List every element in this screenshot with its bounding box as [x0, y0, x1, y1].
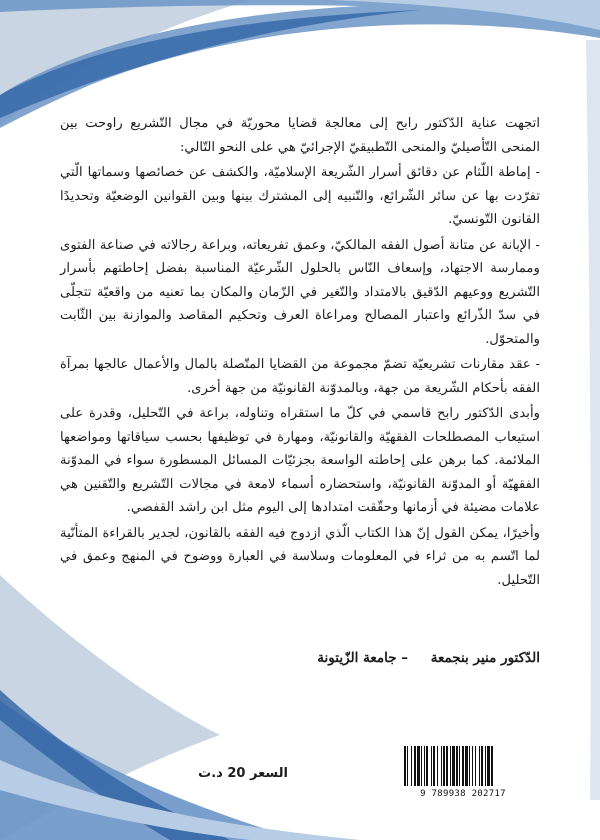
blurb-paragraph-point-2: - الإبانة عن متانة أصول الفقه المالكيّ، وعمق تفريعاته، وبراعة رجالاته في صناعة الفتوى وممارسة الاجتهاد، وإسعاف النّاس بالحلول الشّرعيّة المناسبة بفضل إحاطتهم بأسرار التّشريع ووعيهم الدّقيق بالامتداد والتّغير في الزّمان والمكان بما تعنيه من واقعيّة تتجلّى في سدّ الذّرائع واعتبار المصالح ومراعاة العرف وتحكيم المقاصد والموازنة بين الثّابت والمتحوّل. [60, 237, 540, 347]
price-label: السعر 20 د.ت [198, 766, 288, 781]
isbn-barcode [398, 744, 528, 802]
signature-separator: – [401, 650, 409, 666]
barcode-bar [404, 746, 406, 786]
author-affiliation: جامعة الزّيتونة [317, 650, 397, 666]
barcode-bar [452, 746, 455, 786]
barcode-bar [456, 746, 458, 786]
barcode-bar [450, 746, 451, 786]
barcode-bar [431, 746, 432, 786]
barcode-bar [414, 746, 416, 786]
barcode-bar [475, 746, 476, 786]
barcode-bar [459, 746, 460, 786]
barcode-bar [417, 746, 420, 786]
blurb-paragraph-intro: اتجهت عناية الدّكتور رابح إلى معالجة قضايا محوريّة في مجال التّشريع راوحت بين المنحى التّأصيليّ والمنحى التّطبيقيّ الإجرائيّ هي على النحو التّالي: [60, 116, 540, 155]
blurb-paragraph-point-1: - إماطة اللّثام عن دقائق أسرار الشّريعة الإسلاميّة، والكشف عن خصائصها وسماتها الّتي تفرّدت بها عن سائر الشّرائع، والتّنبيه إلى المشترك بينها وبين القوانين الوضعيّة وتحديدًا القانون التّونسيّ. [60, 165, 540, 227]
barcode-bar [443, 746, 445, 786]
blurb-text [60, 112, 540, 594]
barcode-bars [398, 744, 528, 788]
barcode-bar [485, 746, 486, 786]
barcode-bar [433, 746, 435, 786]
signature-line [60, 650, 540, 666]
barcode-bar [491, 746, 493, 786]
author-name: الدّكتور منير بنجمعة [430, 650, 540, 666]
barcode-bar [469, 746, 470, 786]
barcode-bar [411, 746, 412, 786]
barcode-bar [426, 746, 428, 786]
barcode-bar [437, 746, 438, 786]
right-edge-band [586, 40, 600, 800]
barcode-bar [481, 746, 483, 786]
barcode-bar [424, 746, 425, 786]
barcode-bar [472, 746, 473, 786]
barcode-bar [462, 746, 464, 786]
barcode-number: 9 789938 202717 [420, 789, 506, 799]
barcode-bar [479, 746, 480, 786]
barcode-bar [446, 746, 448, 786]
barcode-bar [487, 746, 490, 786]
blurb-paragraph-evaluation: وأبدى الدّكتور رابح قاسمي في كلّ ما استقراه وتناوله، براعة في التّحليل، وقدرة على استيعاب المصطلحات الفقهيّة والقانونيّة، ومهارة في توظيفها بحسب سياقاتها ومواضعها الملائمة. كما برهن على إحاطته الواسعة بجزئيّات المسائل المسطورة سواء في المدوّنة الفقهيّة أو المدوّنة القانونيّة، واستحضاره أسماء لامعة في مجالات التّشريع والتّقنين هي علامات مضيئة في أزمانها وحقّقت امتدادها إلى اليوم مثل ابن راشد القفصي. [60, 406, 540, 515]
blurb-paragraph-point-3: - عقد مقارنات تشريعيّة تضمّ مجموعة من القضايا المتّصلة بالمال والأعمال عالجها بمرآة الفقه بأحكام الشّريعة من جهة، وبالمدوّنة القانونيّة من جهة أخرى. [60, 357, 540, 396]
blurb-paragraph-conclusion: وأخيرًا، يمكن القول إنّ هذا الكتاب الّذي ازدوج فيه الفقه بالقانون، لجدير بالقراءة المتأنّية لما اتّسم به من ثراء في المعلومات وسلاسة في العبارة ووضوح في المنهج وعمق في التّحليل. [60, 525, 540, 588]
barcode-bar [441, 746, 442, 786]
barcode-bar [407, 746, 408, 786]
barcode-bar [465, 746, 468, 786]
barcode-bar [421, 746, 422, 786]
